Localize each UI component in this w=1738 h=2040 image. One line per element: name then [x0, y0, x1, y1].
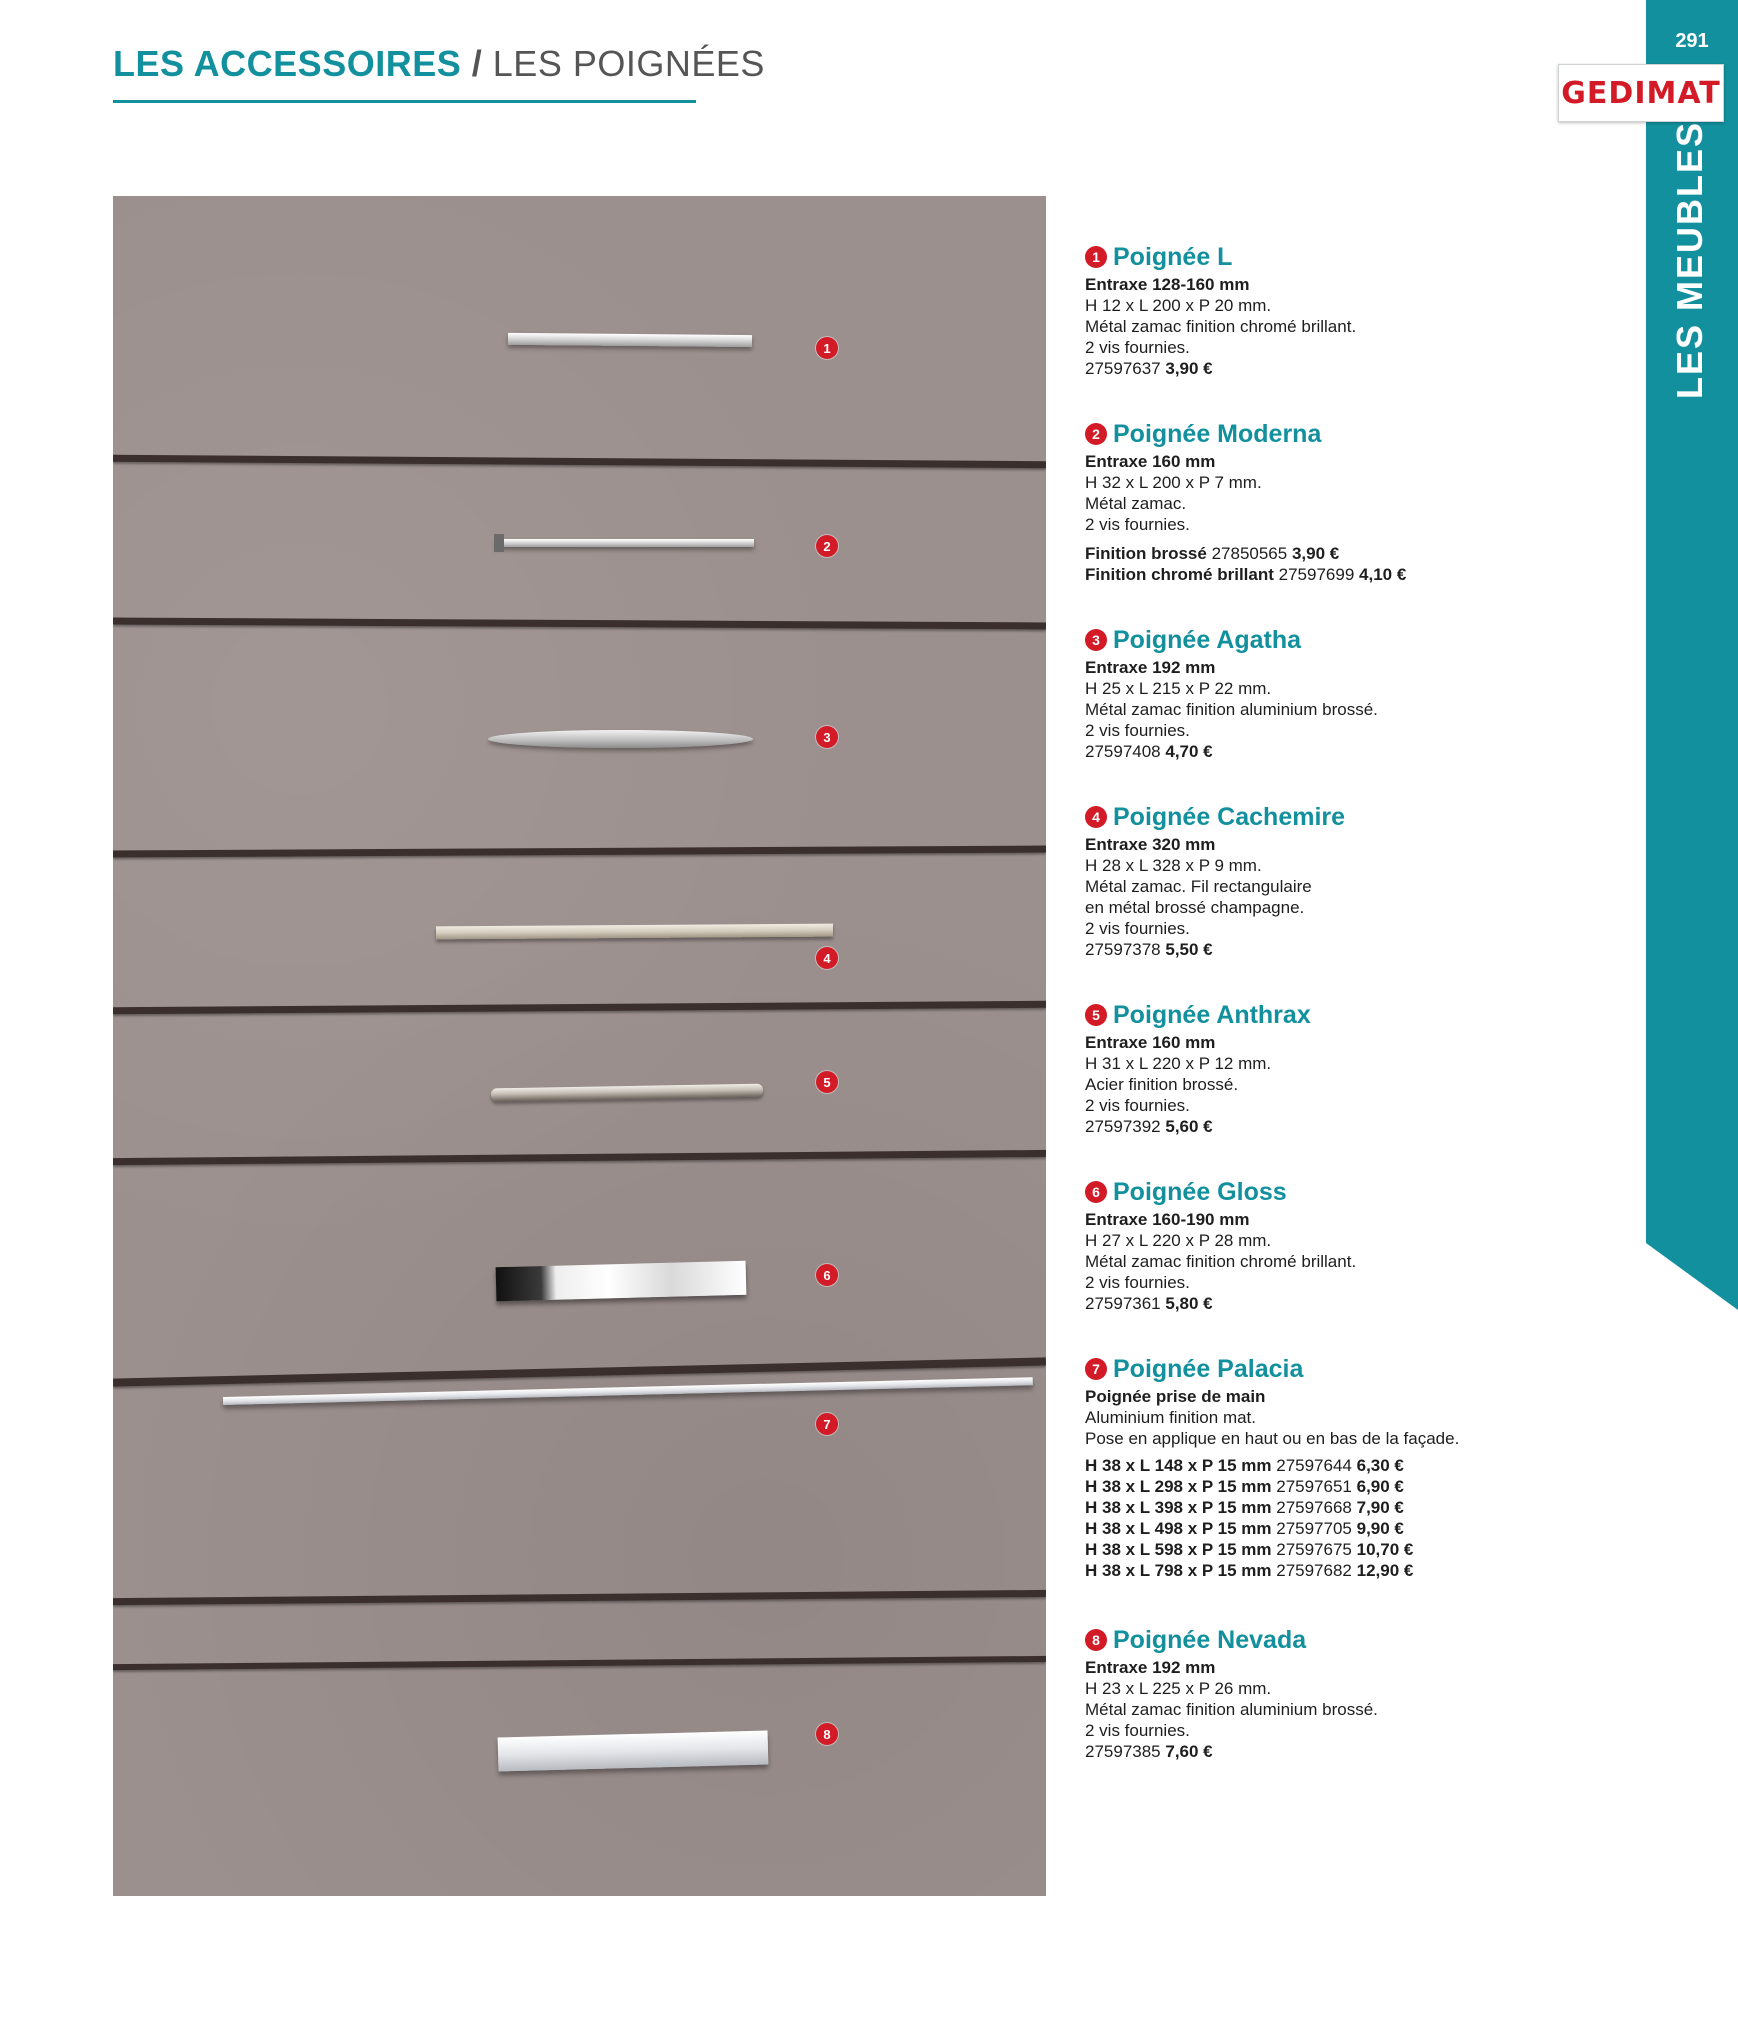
product-ref: 27597378 [1085, 940, 1161, 959]
product-ref: 27597408 [1085, 742, 1161, 761]
handle-image-palacia [223, 1377, 1033, 1405]
product-number-badge: 4 [1085, 806, 1107, 828]
product-price-line [1085, 939, 1605, 960]
brand-logo-text: GEDIMAT [1561, 75, 1721, 111]
handle-image-moderna [496, 539, 754, 547]
product-price-line [1085, 1116, 1605, 1137]
page-number: 291 [1675, 30, 1709, 52]
variant-ref: 27597699 [1278, 565, 1355, 584]
variant-price: 6,30 € [1356, 1456, 1404, 1475]
product-number-badge: 2 [1085, 423, 1107, 445]
product-detail: Métal zamac finition aluminium brossé. [1085, 700, 1378, 719]
product-spec: Poignée prise de main [1085, 1387, 1266, 1406]
variant-label: H 38 x L 598 x P 15 mm [1085, 1540, 1272, 1559]
variant-ref: 27597682 [1276, 1561, 1352, 1580]
handle-image-agatha [488, 730, 753, 748]
product-poignee-agatha [1085, 623, 1605, 762]
product-spec: Entraxe 320 mm [1085, 835, 1216, 854]
product-price-line [1085, 1741, 1605, 1762]
product-price-line [1085, 358, 1605, 379]
product-detail: en métal brossé champagne. [1085, 898, 1305, 917]
photo-marker-2: 2 [816, 535, 838, 557]
page-title [113, 40, 765, 88]
handle-image-l [508, 333, 752, 347]
drawer-gap [113, 618, 1046, 630]
product-name: Poignée Anthrax [1113, 1000, 1311, 1029]
variant-price: 4,10 € [1359, 565, 1407, 584]
product-name: Poignée L [1113, 242, 1233, 271]
product-number-badge: 1 [1085, 246, 1107, 268]
variant-label: H 38 x L 398 x P 15 mm [1085, 1498, 1272, 1517]
drawer-gap [113, 846, 1046, 858]
product-detail: 2 vis fournies. [1085, 1273, 1190, 1292]
product-spec: Entraxe 160-190 mm [1085, 1210, 1250, 1229]
variant-label: Finition brossé [1085, 544, 1207, 563]
photo-marker-4: 4 [816, 947, 838, 969]
product-poignee-l [1085, 240, 1605, 379]
product-poignee-gloss [1085, 1175, 1605, 1314]
drawer-gap [113, 1001, 1046, 1015]
product-number-badge: 7 [1085, 1358, 1107, 1380]
product-variant [1085, 543, 1605, 564]
variant-label: H 38 x L 148 x P 15 mm [1085, 1456, 1272, 1475]
handle-image-nevada [498, 1730, 769, 1771]
product-detail: H 27 x L 220 x P 28 mm. [1085, 1231, 1272, 1250]
variant-price: 7,90 € [1356, 1498, 1404, 1517]
product-detail: Métal zamac. [1085, 494, 1187, 513]
title-separator: / [471, 43, 483, 84]
product-name: Poignée Cachemire [1113, 802, 1346, 831]
drawer-gap [113, 1150, 1046, 1165]
variant-ref: 27850565 [1211, 544, 1288, 563]
variant-price: 12,90 € [1356, 1561, 1414, 1580]
product-name: Poignée Agatha [1113, 625, 1301, 654]
product-ref: 27597392 [1085, 1117, 1161, 1136]
variant-ref: 27597668 [1276, 1498, 1352, 1517]
product-name: Poignée Gloss [1113, 1177, 1287, 1206]
product-detail: Métal zamac finition chromé brillant. [1085, 317, 1357, 336]
product-poignee-moderna [1085, 417, 1605, 585]
product-poignee-palacia [1085, 1352, 1605, 1581]
handle-image-gloss [496, 1261, 747, 1302]
product-name: Poignée Palacia [1113, 1354, 1304, 1383]
product-price: 3,90 € [1165, 359, 1213, 378]
product-poignee-nevada [1085, 1623, 1605, 1762]
drawer-gap [113, 455, 1046, 469]
photo-marker-8: 8 [816, 1723, 838, 1745]
product-price: 5,80 € [1165, 1294, 1213, 1313]
product-variant [1085, 1455, 1605, 1476]
photo-marker-3: 3 [816, 726, 838, 748]
product-price: 4,70 € [1165, 742, 1213, 761]
product-variant [1085, 1497, 1605, 1518]
product-number-badge: 8 [1085, 1629, 1107, 1651]
product-ref: 27597637 [1085, 359, 1161, 378]
variant-label: H 38 x L 798 x P 15 mm [1085, 1561, 1272, 1580]
handle-image-anthrax [491, 1084, 763, 1102]
category-title: LES ACCESSOIRES [113, 43, 462, 84]
subcategory-title: LES POIGNÉES [492, 43, 765, 84]
photo-marker-7: 7 [816, 1413, 838, 1435]
variant-ref: 27597644 [1276, 1456, 1352, 1475]
photo-marker-5: 5 [816, 1071, 838, 1093]
variant-price: 6,90 € [1356, 1477, 1404, 1496]
product-spec: Entraxe 128-160 mm [1085, 275, 1250, 294]
photo-marker-6: 6 [816, 1264, 838, 1286]
brand-logo [1558, 64, 1724, 122]
product-price: 5,50 € [1165, 940, 1213, 959]
product-price: 5,60 € [1165, 1117, 1213, 1136]
product-number-badge: 5 [1085, 1004, 1107, 1026]
product-detail: H 32 x L 200 x P 7 mm. [1085, 473, 1262, 492]
product-variant [1085, 1476, 1605, 1497]
product-price-line [1085, 1293, 1605, 1314]
variant-price: 3,90 € [1291, 544, 1340, 563]
variant-ref: 27597705 [1276, 1519, 1352, 1538]
product-detail: Aluminium finition mat. [1085, 1408, 1257, 1427]
page-header [113, 40, 765, 103]
variant-price: 9,90 € [1356, 1519, 1404, 1538]
product-variant [1085, 1560, 1605, 1581]
product-detail: 2 vis fournies. [1085, 1096, 1190, 1115]
variant-label: H 38 x L 298 x P 15 mm [1085, 1477, 1272, 1496]
product-name: Poignée Moderna [1113, 419, 1322, 448]
product-spec: Entraxe 160 mm [1085, 452, 1216, 471]
product-detail: 2 vis fournies. [1085, 919, 1190, 938]
product-detail: H 31 x L 220 x P 12 mm. [1085, 1054, 1272, 1073]
product-number-badge: 3 [1085, 629, 1107, 651]
product-detail: H 28 x L 328 x P 9 mm. [1085, 856, 1262, 875]
product-poignee-anthrax [1085, 998, 1605, 1137]
product-number-badge: 6 [1085, 1181, 1107, 1203]
variant-price: 10,70 € [1356, 1540, 1414, 1559]
variant-label: H 38 x L 498 x P 15 mm [1085, 1519, 1272, 1538]
product-variant [1085, 1539, 1605, 1560]
product-detail: Acier finition brossé. [1085, 1075, 1239, 1094]
product-detail: Métal zamac. Fil rectangulaire [1085, 877, 1312, 896]
handle-image-moderna-cap [494, 534, 504, 552]
drawer-gap [113, 1656, 1046, 1670]
variant-ref: 27597651 [1276, 1477, 1352, 1496]
variant-label: Finition chromé brillant [1085, 565, 1274, 584]
product-variant [1085, 564, 1605, 585]
product-ref: 27597385 [1085, 1742, 1161, 1761]
product-detail: 2 vis fournies. [1085, 1721, 1190, 1740]
product-detail: H 23 x L 225 x P 26 mm. [1085, 1679, 1272, 1698]
product-name: Poignée Nevada [1113, 1625, 1307, 1654]
product-detail: Métal zamac finition chromé brillant. [1085, 1252, 1357, 1271]
product-detail: H 12 x L 200 x P 20 mm. [1085, 296, 1272, 315]
product-price: 7,60 € [1165, 1742, 1213, 1761]
header-underline [113, 100, 696, 103]
product-detail: Métal zamac finition aluminium brossé. [1085, 1700, 1378, 1719]
product-price-line [1085, 741, 1605, 762]
product-detail: 2 vis fournies. [1085, 515, 1190, 534]
product-spec: Entraxe 160 mm [1085, 1033, 1216, 1052]
product-poignee-cachemire [1085, 800, 1605, 960]
photo-marker-1: 1 [816, 337, 838, 359]
section-label: LES MEUBLES [1669, 120, 1710, 400]
product-photo [113, 196, 1046, 1896]
product-variant [1085, 1518, 1605, 1539]
product-ref: 27597361 [1085, 1294, 1161, 1313]
product-spec: Entraxe 192 mm [1085, 1658, 1216, 1677]
variant-ref: 27597675 [1276, 1540, 1352, 1559]
product-spec: Entraxe 192 mm [1085, 658, 1216, 677]
product-detail: 2 vis fournies. [1085, 721, 1190, 740]
product-detail: Pose en applique en haut ou en bas de la façade. [1085, 1429, 1460, 1448]
handle-image-cachemire [436, 924, 833, 940]
product-detail: 2 vis fournies. [1085, 338, 1190, 357]
product-detail: H 25 x L 215 x P 22 mm. [1085, 679, 1272, 698]
drawer-gap [113, 1590, 1046, 1605]
